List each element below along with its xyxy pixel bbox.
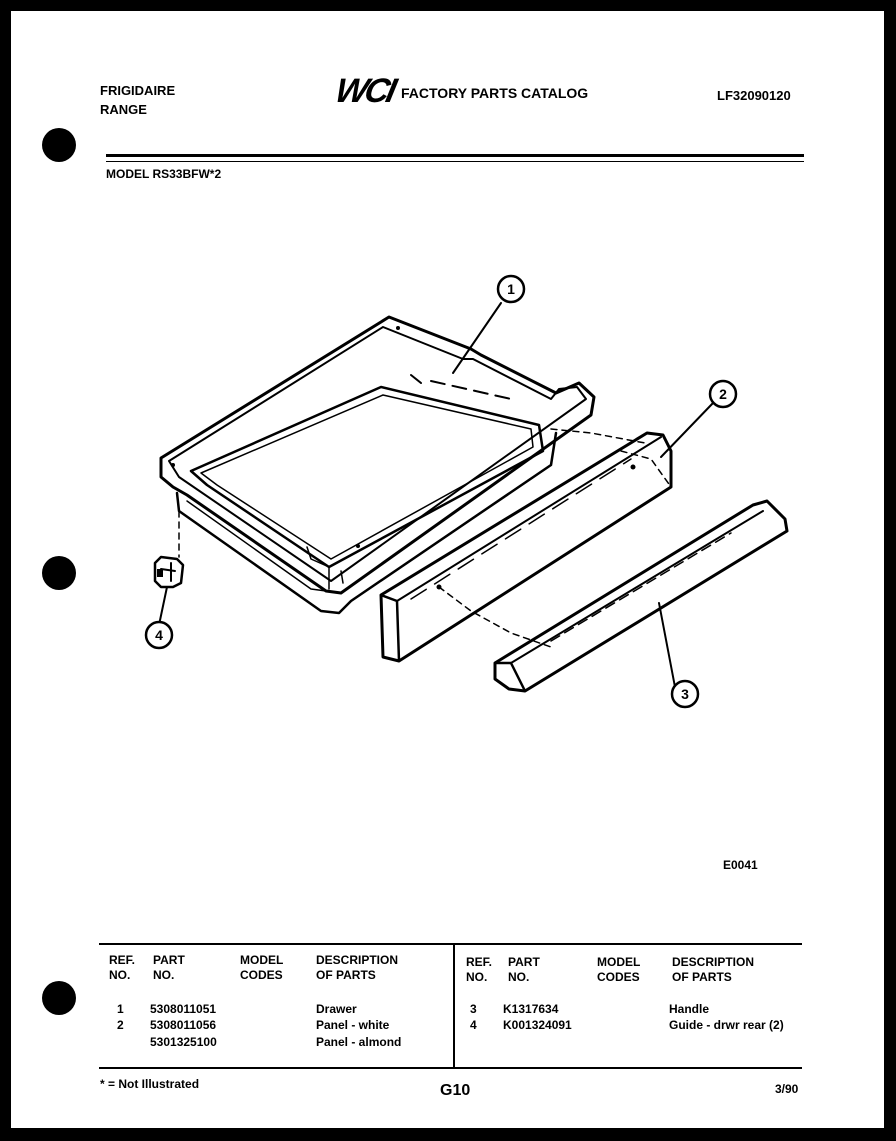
product-type: RANGE xyxy=(100,102,147,117)
table-column-divider xyxy=(453,945,455,1067)
catalog-title: FACTORY PARTS CATALOG xyxy=(401,85,589,101)
callout-3: 3 xyxy=(681,686,689,702)
catalog-date: 3/90 xyxy=(775,1082,799,1096)
callout-4: 4 xyxy=(155,627,163,643)
parts-catalog-page: FRIGIDAIRE RANGE WCI FACTORY PARTS CATALOG LF32090120 MODEL RS33BFW*2 1 2 3 4 E0041 REF. NO. PART NO. MODEL CODES DESCRIPTION OF PARTS REF. NO. PART NO. MODEL CODES DESCRIPTION OF PARTS 1 5308011051 Drawer 2 5308011056 Panel - white 5301325100 Panel - almond 3 K1317634 Handle 4 K001324091 Guide - drwr rear (2) * = Not Illustrated G10 3/90 xyxy=(11,11,884,1128)
left-header-desc: DESCRIPTION OF PARTS xyxy=(316,953,399,982)
brand-name: FRIGIDAIRE xyxy=(100,83,176,98)
right-header-desc: DESCRIPTION OF PARTS xyxy=(672,955,755,984)
callout-1: 1 xyxy=(507,281,515,297)
right-header-part: PART NO. xyxy=(508,955,540,984)
table-bottom-rule xyxy=(99,1067,802,1069)
right-header-ref: REF. NO. xyxy=(466,955,493,984)
page-number: G10 xyxy=(440,1082,471,1099)
left-header-part: PART NO. xyxy=(153,953,185,982)
rear-guide-illustration xyxy=(155,557,183,587)
not-illustrated-note: * = Not Illustrated xyxy=(100,1077,200,1091)
callout-2: 2 xyxy=(719,386,727,402)
left-header-ref: REF. NO. xyxy=(109,953,136,982)
catalog-number: LF32090120 xyxy=(717,88,791,103)
right-header-model: MODEL CODES xyxy=(597,955,641,984)
left-header-model: MODEL CODES xyxy=(240,953,284,982)
table-top-rule xyxy=(99,943,802,945)
wci-logo: WCI xyxy=(331,72,398,110)
model-number: MODEL RS33BFW*2 xyxy=(106,167,222,181)
figure-code: E0041 xyxy=(723,858,758,872)
